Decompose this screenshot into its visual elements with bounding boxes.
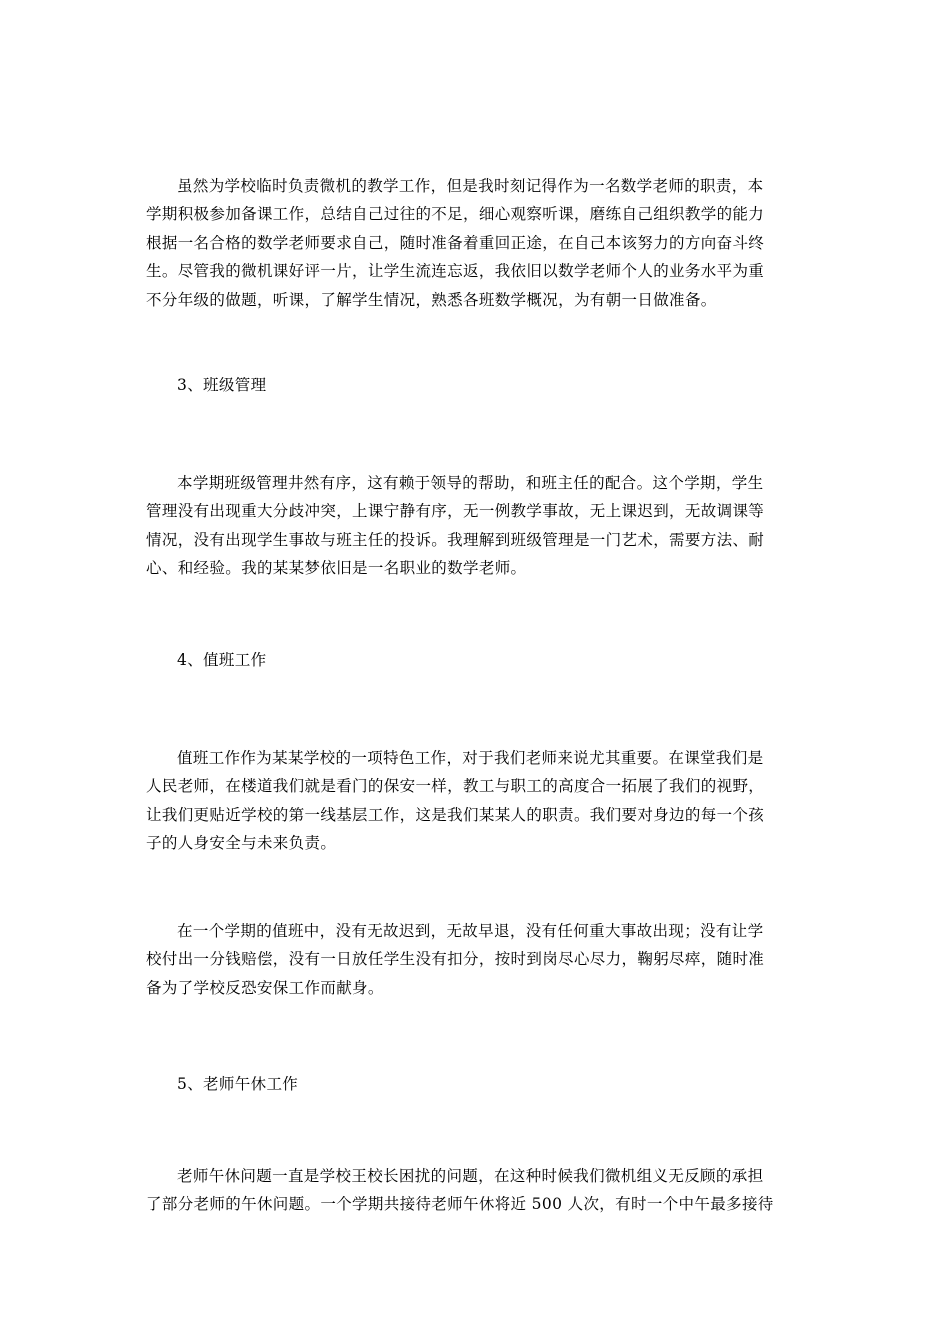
- paragraph-line: 在一个学期的值班中，没有无故迟到，无故早退，没有任何重大事故出现；没有让学: [177, 922, 764, 940]
- paragraph-line: 人民老师，在楼道我们就是看门的保安一样，教工与职工的高度合一拓展了我们的视野，: [146, 777, 765, 796]
- paragraph-microcomputer-teaching: [146, 172, 814, 314]
- paragraph-line: 值班工作作为某某学校的一项特色工作，对于我们老师来说尤其重要。在课堂我们是: [177, 749, 764, 767]
- paragraph-line: 子的人身安全与未来负责。: [146, 834, 337, 853]
- section-heading-class-management: 3、班级管理: [177, 376, 267, 394]
- paragraph-line: 本学期班级管理井然有序，这有赖于领导的帮助，和班主任的配合。这个学期，学生: [177, 474, 764, 492]
- paragraph-line: 校付出一分钱赔偿，没有一日放任学生没有扣分，按时到岗尽心尽力，鞠躬尽瘁，随时准: [146, 950, 765, 969]
- paragraph-line: 生。尽管我的微机课好评一片，让学生流连忘返，我依旧以数学老师个人的业务水平为重: [146, 262, 765, 281]
- paragraph-line: 让我们更贴近学校的第一线基层工作，这是我们某某人的职责。我们要对身边的每一个孩: [146, 805, 765, 824]
- paragraph-duty-work-record: [146, 917, 814, 1002]
- paragraph-line: 备为了学校反恐安保工作而献身。: [146, 978, 384, 997]
- paragraph-teacher-noon-rest: [146, 1162, 814, 1219]
- paragraph-line: 老师午休问题一直是学校王校长困扰的问题，在这种时候我们微机组义无反顾的承担: [177, 1167, 764, 1185]
- section-heading-teacher-noon-rest: 5、老师午休工作: [177, 1075, 299, 1093]
- paragraph-line: 不分年级的做题，听课，了解学生情况，熟悉各班数学概况，为有朝一日做准备。: [146, 290, 717, 309]
- section-heading-duty-work: 4、值班工作: [177, 651, 267, 669]
- paragraph-line: 情况，没有出现学生事故与班主任的投诉。我理解到班级管理是一门艺术，需要方法、耐: [146, 530, 765, 549]
- paragraph-duty-work-importance: [146, 744, 814, 858]
- paragraph-line: 学期积极参加备课工作，总结自己过往的不足，细心观察听课，磨练自己组织教学的能力: [146, 205, 765, 224]
- paragraph-line: 根据一名合格的数学老师要求自己，随时准备着重回正途，在自己本该努力的方向奋斗终: [146, 233, 765, 252]
- paragraph-line: 虽然为学校临时负责微机的教学工作，但是我时刻记得作为一名数学老师的职责，本: [177, 177, 764, 195]
- paragraph-line: 管理没有出现重大分歧冲突，上课宁静有序，无一例教学事故，无上课迟到，无故调课等: [146, 502, 765, 521]
- paragraph-line: 心、和经验。我的某某梦依旧是一名职业的数学老师。: [146, 559, 527, 578]
- paragraph-line: 了部分老师的午休问题。一个学期共接待老师午休将近 500 人次，有时一个中午最多接待: [146, 1195, 774, 1214]
- paragraph-class-management: [146, 469, 814, 583]
